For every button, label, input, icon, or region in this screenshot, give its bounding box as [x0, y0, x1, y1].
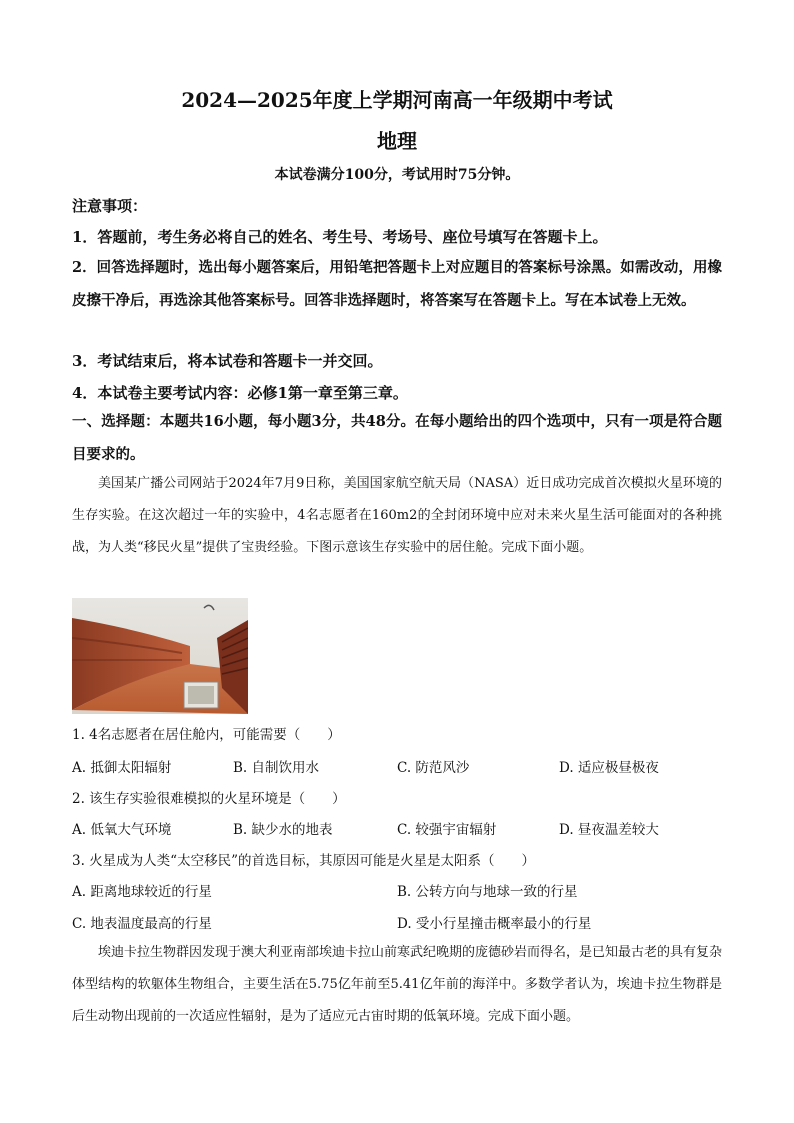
question-1-option-d[interactable]: D. 适应极昼极夜	[559, 760, 659, 776]
notice-item-3: 3．考试结束后，将本试卷和答题卡一并交回。	[72, 352, 383, 370]
question-3-option-a[interactable]: A. 距离地球较近的行星	[72, 884, 212, 900]
question-3-option-d[interactable]: D. 受小行星撞击概率最小的行星	[397, 916, 592, 932]
exam-title: 2024—2025年度上学期河南高一年级期中考试	[181, 88, 613, 112]
question-2-option-a[interactable]: A. 低氧大气环境	[72, 822, 172, 838]
question-2-option-c[interactable]: C. 较强宇宙辐射	[397, 822, 497, 838]
notice-item-2: 2．回答选择题时，选出每小题答案后，用铅笔把答题卡上对应题目的答案标号涂黑。如需改动，用橡皮擦干净后，再选涂其他答案标号。回答非选择题时，将答案写在答题卡上。写在本试卷上无效。	[72, 259, 722, 309]
question-1-stem: 1. 4名志愿者在居住舱内，可能需要（ ）	[72, 727, 341, 743]
habitat-photo	[72, 598, 248, 714]
question-1-option-c[interactable]: C. 防范风沙	[397, 760, 470, 776]
notice-item-1: 1．答题前，考生务必将自己的姓名、考生号、考场号、座位号填写在答题卡上。	[72, 228, 608, 246]
section-heading: 一、选择题：本题共16小题，每小题3分，共48分。在每小题给出的四个选项中，只有一项是符合题目要求的。	[72, 413, 722, 463]
question-1-option-b[interactable]: B. 自制饮用水	[233, 760, 320, 776]
question-2-option-d[interactable]: D. 昼夜温差较大	[559, 822, 659, 838]
notice-heading: 注意事项：	[72, 197, 148, 215]
exam-subtitle: 本试卷满分100分，考试用时75分钟。	[274, 167, 520, 183]
question-3-option-c[interactable]: C. 地表温度最高的行星	[72, 916, 212, 932]
question-2-option-b[interactable]: B. 缺少水的地表	[233, 822, 333, 838]
question-3-option-b[interactable]: B. 公转方向与地球一致的行星	[397, 884, 578, 900]
notice-item-4: 4．本试卷主要考试内容：必修1第一章至第三章。	[72, 384, 408, 402]
question-2-stem: 2. 该生存实验很难模拟的火星环境是（ ）	[72, 791, 346, 807]
passage-ediacara: 埃迪卡拉生物群因发现于澳大利亚南部埃迪卡拉山前寒武纪晚期的庞德砂岩而得名，是已知最古老的具有复杂体型结构的软躯体生物组合，主要生活在5.75亿年前至5.41亿年前的海洋中。多数学者认为，埃迪卡拉生物群是后生动物出现前的一次适应性辐射，是为了适应元古宙时期的低氧环境。完成下面小题。	[72, 945, 723, 1024]
passage-mars: 美国某广播公司网站于2024年7月9日称，美国国家航空航天局（NASA）近日成功完成首次模拟火星环境的生存实验。在这次超过一年的实验中，4名志愿者在160m2的全封闭环境中应对未来火星生活可能面对的各种挑战，为人类“移民火星”提供了宝贵经验。下图示意该生存实验中的居住舱。完成下面小题。	[72, 476, 722, 555]
question-1-option-a[interactable]: A. 抵御太阳辐射	[72, 760, 172, 776]
question-3-stem: 3. 火星成为人类“太空移民”的首选目标，其原因可能是火星是太阳系（ ）	[72, 853, 535, 869]
subject-title: 地理	[377, 129, 417, 153]
